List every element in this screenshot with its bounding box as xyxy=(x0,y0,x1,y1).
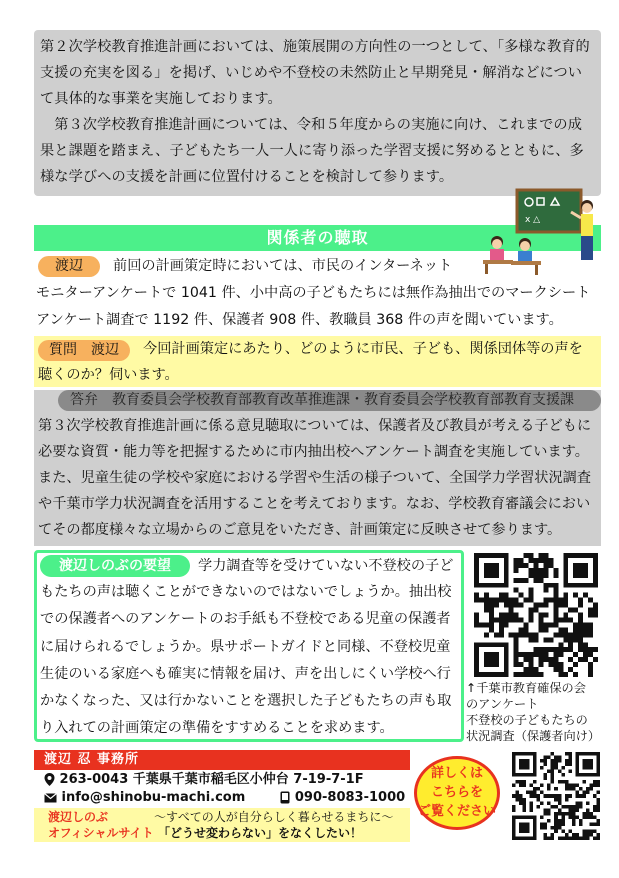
phone-icon xyxy=(280,791,290,804)
detail-line-1: 詳しくは xyxy=(430,766,483,781)
site-name-line-2: オフィシャルサイト xyxy=(48,826,154,840)
teacher-classroom-illustration xyxy=(475,186,603,276)
intro-box xyxy=(34,30,601,196)
survey-qr-code[interactable] xyxy=(474,553,598,677)
mail-icon xyxy=(44,793,57,803)
question-badge: 質問 渡辺 xyxy=(38,340,130,361)
qr-caption-line-3: 不登校の子どもたちの xyxy=(466,713,588,727)
svg-text:x △: x △ xyxy=(525,215,541,225)
request-badge: 渡辺しのぶの要望 xyxy=(40,555,190,577)
intro-paragraph-2: 第３次学校教育推進計画については、令和５年度からの実施に向け、これまでの成果と課題を踏まえ、子どもたち一人一人に寄り添った学習支援に努めるとともに、多様な学びへの支援を計画に位置付けることを検討して参ります。 xyxy=(40,117,584,185)
qr-caption xyxy=(466,680,606,744)
answer-body: 第３次学校教育推進計画に係る意見聴取については、保護者及び教員が考える子どもに必要な資質・能力等を把握するために市内抽出校へアンケート調査を実施しています。また、児童生徒の学校や家庭における学習や生活の様子ついて、全国学力学習状況調査や千葉市学力状況調査を活用することを考えております。なお、学校教育審議会においてその都度様々な立場からのご意見をいただき、計画策定に反映させて参ります。 xyxy=(38,418,592,538)
watanabe-line-1: 前回の計画策定時においては、市民のインターネット xyxy=(113,258,453,274)
office-name: 渡辺 忍 事務所 xyxy=(44,752,140,767)
slogan-line-1: ～すべての人が自分らしく暮らせるまちに～ xyxy=(154,810,394,824)
question-line-2: 聴くのか？伺います。 xyxy=(38,367,179,383)
intro-paragraph-1: 第２次学校教育推進計画においては、施策展開の方向性の一つとして、「多様な教育的支援の充実を図る」を掲げ、いじめや不登校の未然防止と早期発見・解消などについて具体的な事業を実施しております。 xyxy=(40,39,590,107)
office-address xyxy=(44,771,364,789)
location-pin-icon xyxy=(44,773,55,786)
see-details-badge xyxy=(414,756,500,830)
detail-line-3: ご覧ください xyxy=(417,804,496,819)
watanabe-statement: モニターアンケートで 1041 件、小中高の子どもたちには無作為抽出でのマークシートアンケート調査で 1192 件、保護者 908 件、教職員 368 件の声を聞いています。 xyxy=(36,285,591,328)
qr-caption-line-1: ↑千葉市教育確保の会 xyxy=(466,681,586,695)
section-title: 関係者の聴取 xyxy=(34,225,601,251)
address-text: 263-0043 千葉県千葉市稲毛区小仲台 7-19-7-1F xyxy=(59,772,364,787)
email-link[interactable]: info@shinobu-machi.com xyxy=(61,790,246,805)
site-name-line-1: 渡辺しのぶ xyxy=(48,810,109,824)
slogan-line-2: 「どうせ変わらない」をなくしたい！ xyxy=(158,826,363,840)
official-site-qr-code[interactable] xyxy=(512,752,600,840)
detail-line-2: こちらを xyxy=(430,785,483,800)
answer-header: 答弁 教育委員会学校教育部教育改革推進課・教育委員会学校教育部教育支援課 xyxy=(70,392,574,408)
question-line-1: 今回計画策定にあたり、どのように市民、子ども、関係団体等の声を xyxy=(143,341,583,357)
phone-number[interactable]: 090-8083-1000 xyxy=(294,790,406,805)
request-line-1: 学力調査等を受けていない不登校の子ど xyxy=(198,558,454,574)
qr-caption-line-4: 状況調査（保護者向け） xyxy=(466,729,601,743)
office-contact xyxy=(44,789,405,807)
request-body: もたちの声は聴くことができないのではないでしょうか。抽出校での保護者へのアンケートのお手紙も不登校である児童の保護者に届けられるでしょうか。県サポートガイドと同様、不登校児童生徒のいる家庭へも確実に情報を届け、声を出しにくい学校へ行かなくなった、又は行かないことを選択した子どもたちの声も取り入れての計画策定の準備をすすめることを求めます。 xyxy=(40,584,452,737)
speaker-badge-watanabe: 渡辺 xyxy=(38,256,100,277)
qr-caption-line-2: のアンケート xyxy=(466,697,539,711)
